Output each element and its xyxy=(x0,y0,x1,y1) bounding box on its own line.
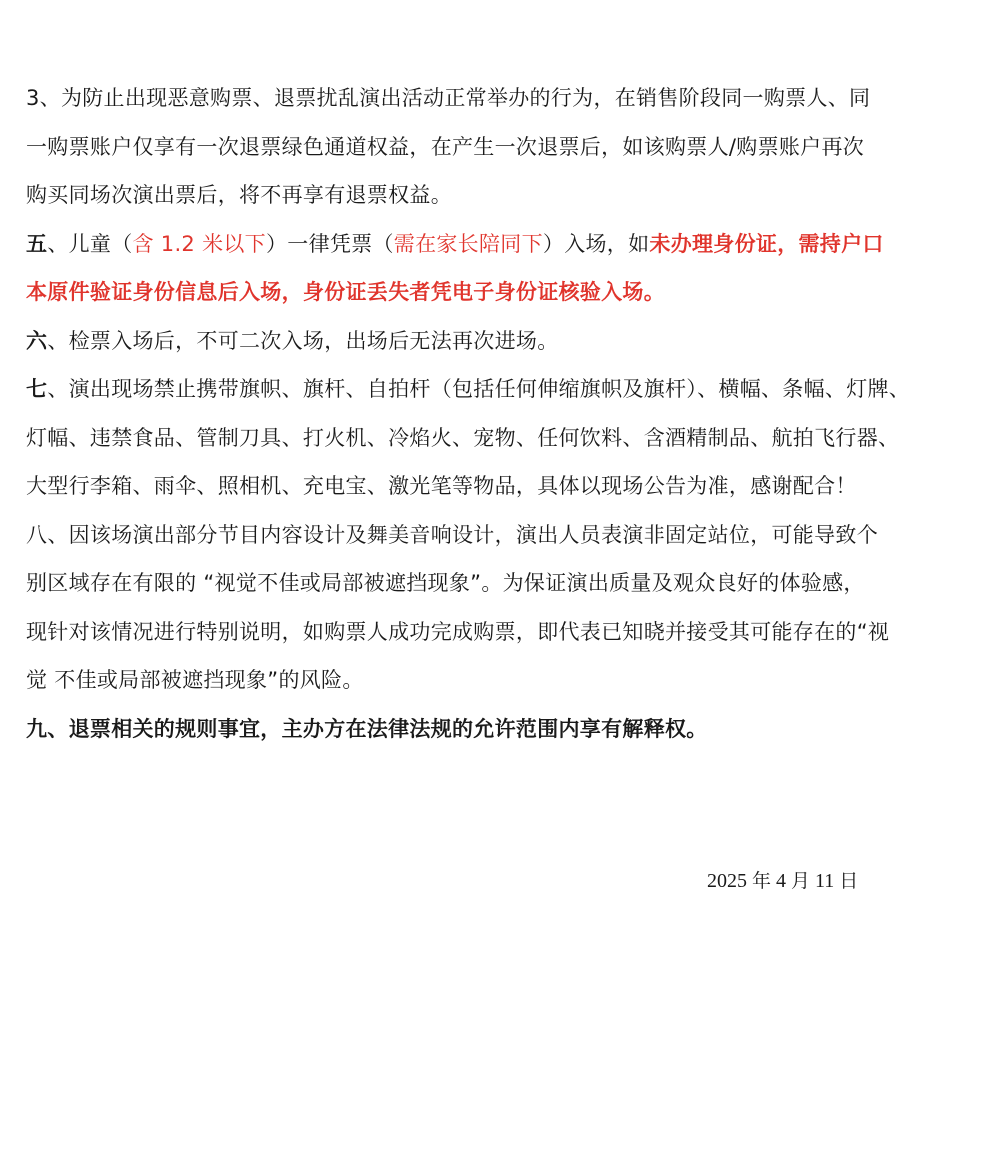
clause-6-number: 六 xyxy=(26,328,48,353)
clause-7-line-2: 灯幅、违禁食品、管制刀具、打火机、冷焰火、宠物、任何饮料、含酒精制品、航拍飞行器、 xyxy=(26,425,900,450)
date-year-unit: 年 xyxy=(752,870,772,892)
clause-8-text-1: 、因该场演出部分节目内容设计及舞美音响设计，演出人员表演非固定站位，可能导致个 xyxy=(47,522,879,547)
clause-3-line-2: 一购票账户仅享有一次退票绿色通道权益，在产生一次退票后，如该购票人/购票账户再次 xyxy=(26,134,865,159)
date-month-unit: 月 xyxy=(791,870,811,892)
date-day: 11 xyxy=(815,870,835,892)
clause-5-highlight-guardian: 需在家长陪同下 xyxy=(393,231,543,256)
document-body xyxy=(26,74,961,753)
document-date xyxy=(707,866,858,893)
clause-5-text-2: ）一律凭票（ xyxy=(265,231,394,256)
clause-8-number: 八 xyxy=(26,522,48,547)
date-year: 2025 xyxy=(707,870,747,892)
clause-8-line-4: 觉 不佳或局部被遮挡现象”的风险。 xyxy=(26,668,364,692)
clause-5-text-3: ）入场，如 xyxy=(542,231,650,256)
clause-8-line-2: 别区域存在有限的 “视觉不佳或局部被遮挡现象”。为保证演出质量及观众良好的体验感， xyxy=(26,571,865,595)
clause-5-highlight-id: 未办理身份证，需持户口 xyxy=(649,231,884,256)
clause-8-line-1 xyxy=(26,511,961,560)
clause-7-text-1: 、演出现场禁止携带旗帜、旗杆、自拍杆（包括任何伸缩旗帜及旗杆）、横幅、条幅、灯牌、 xyxy=(47,377,911,401)
date-day-unit: 日 xyxy=(839,870,859,892)
clause-9: 九、退票相关的规则事宜，主办方在法律法规的允许范围内享有解释权。 xyxy=(26,716,708,741)
clause-3-line-3: 购买同场次演出票后，将不再享有退票权益。 xyxy=(26,183,452,207)
clause-5-highlight-height: 含 1.2 米以下 xyxy=(132,231,266,256)
clause-7-number: 七 xyxy=(26,377,48,401)
clause-5-line-2: 本原件验证身份信息后入场，身份证丢失者凭电子身份证核验入场。 xyxy=(26,280,665,304)
clause-5-line-1 xyxy=(26,220,961,269)
clause-5-text-1: 、儿童（ xyxy=(47,231,133,256)
clause-6 xyxy=(26,317,961,366)
clause-5-number: 五 xyxy=(26,231,48,256)
clause-3-line-1: 3、为防止出现恶意购票、退票扰乱演出活动正常举办的行为，在销售阶段同一购票人、同 xyxy=(26,86,871,110)
date-month: 4 xyxy=(776,870,787,892)
clause-7-line-1 xyxy=(26,365,961,414)
clause-8-line-3: 现针对该情况进行特别说明，如购票人成功完成购票，即代表已知晓并接受其可能存在的“视 xyxy=(26,619,890,644)
clause-7-line-3: 大型行李箱、雨伞、照相机、充电宝、激光笔等物品，具体以现场公告为准，感谢配合！ xyxy=(26,474,857,498)
clause-6-text: 、检票入场后，不可二次入场，出场后无法再次进场。 xyxy=(47,328,559,353)
